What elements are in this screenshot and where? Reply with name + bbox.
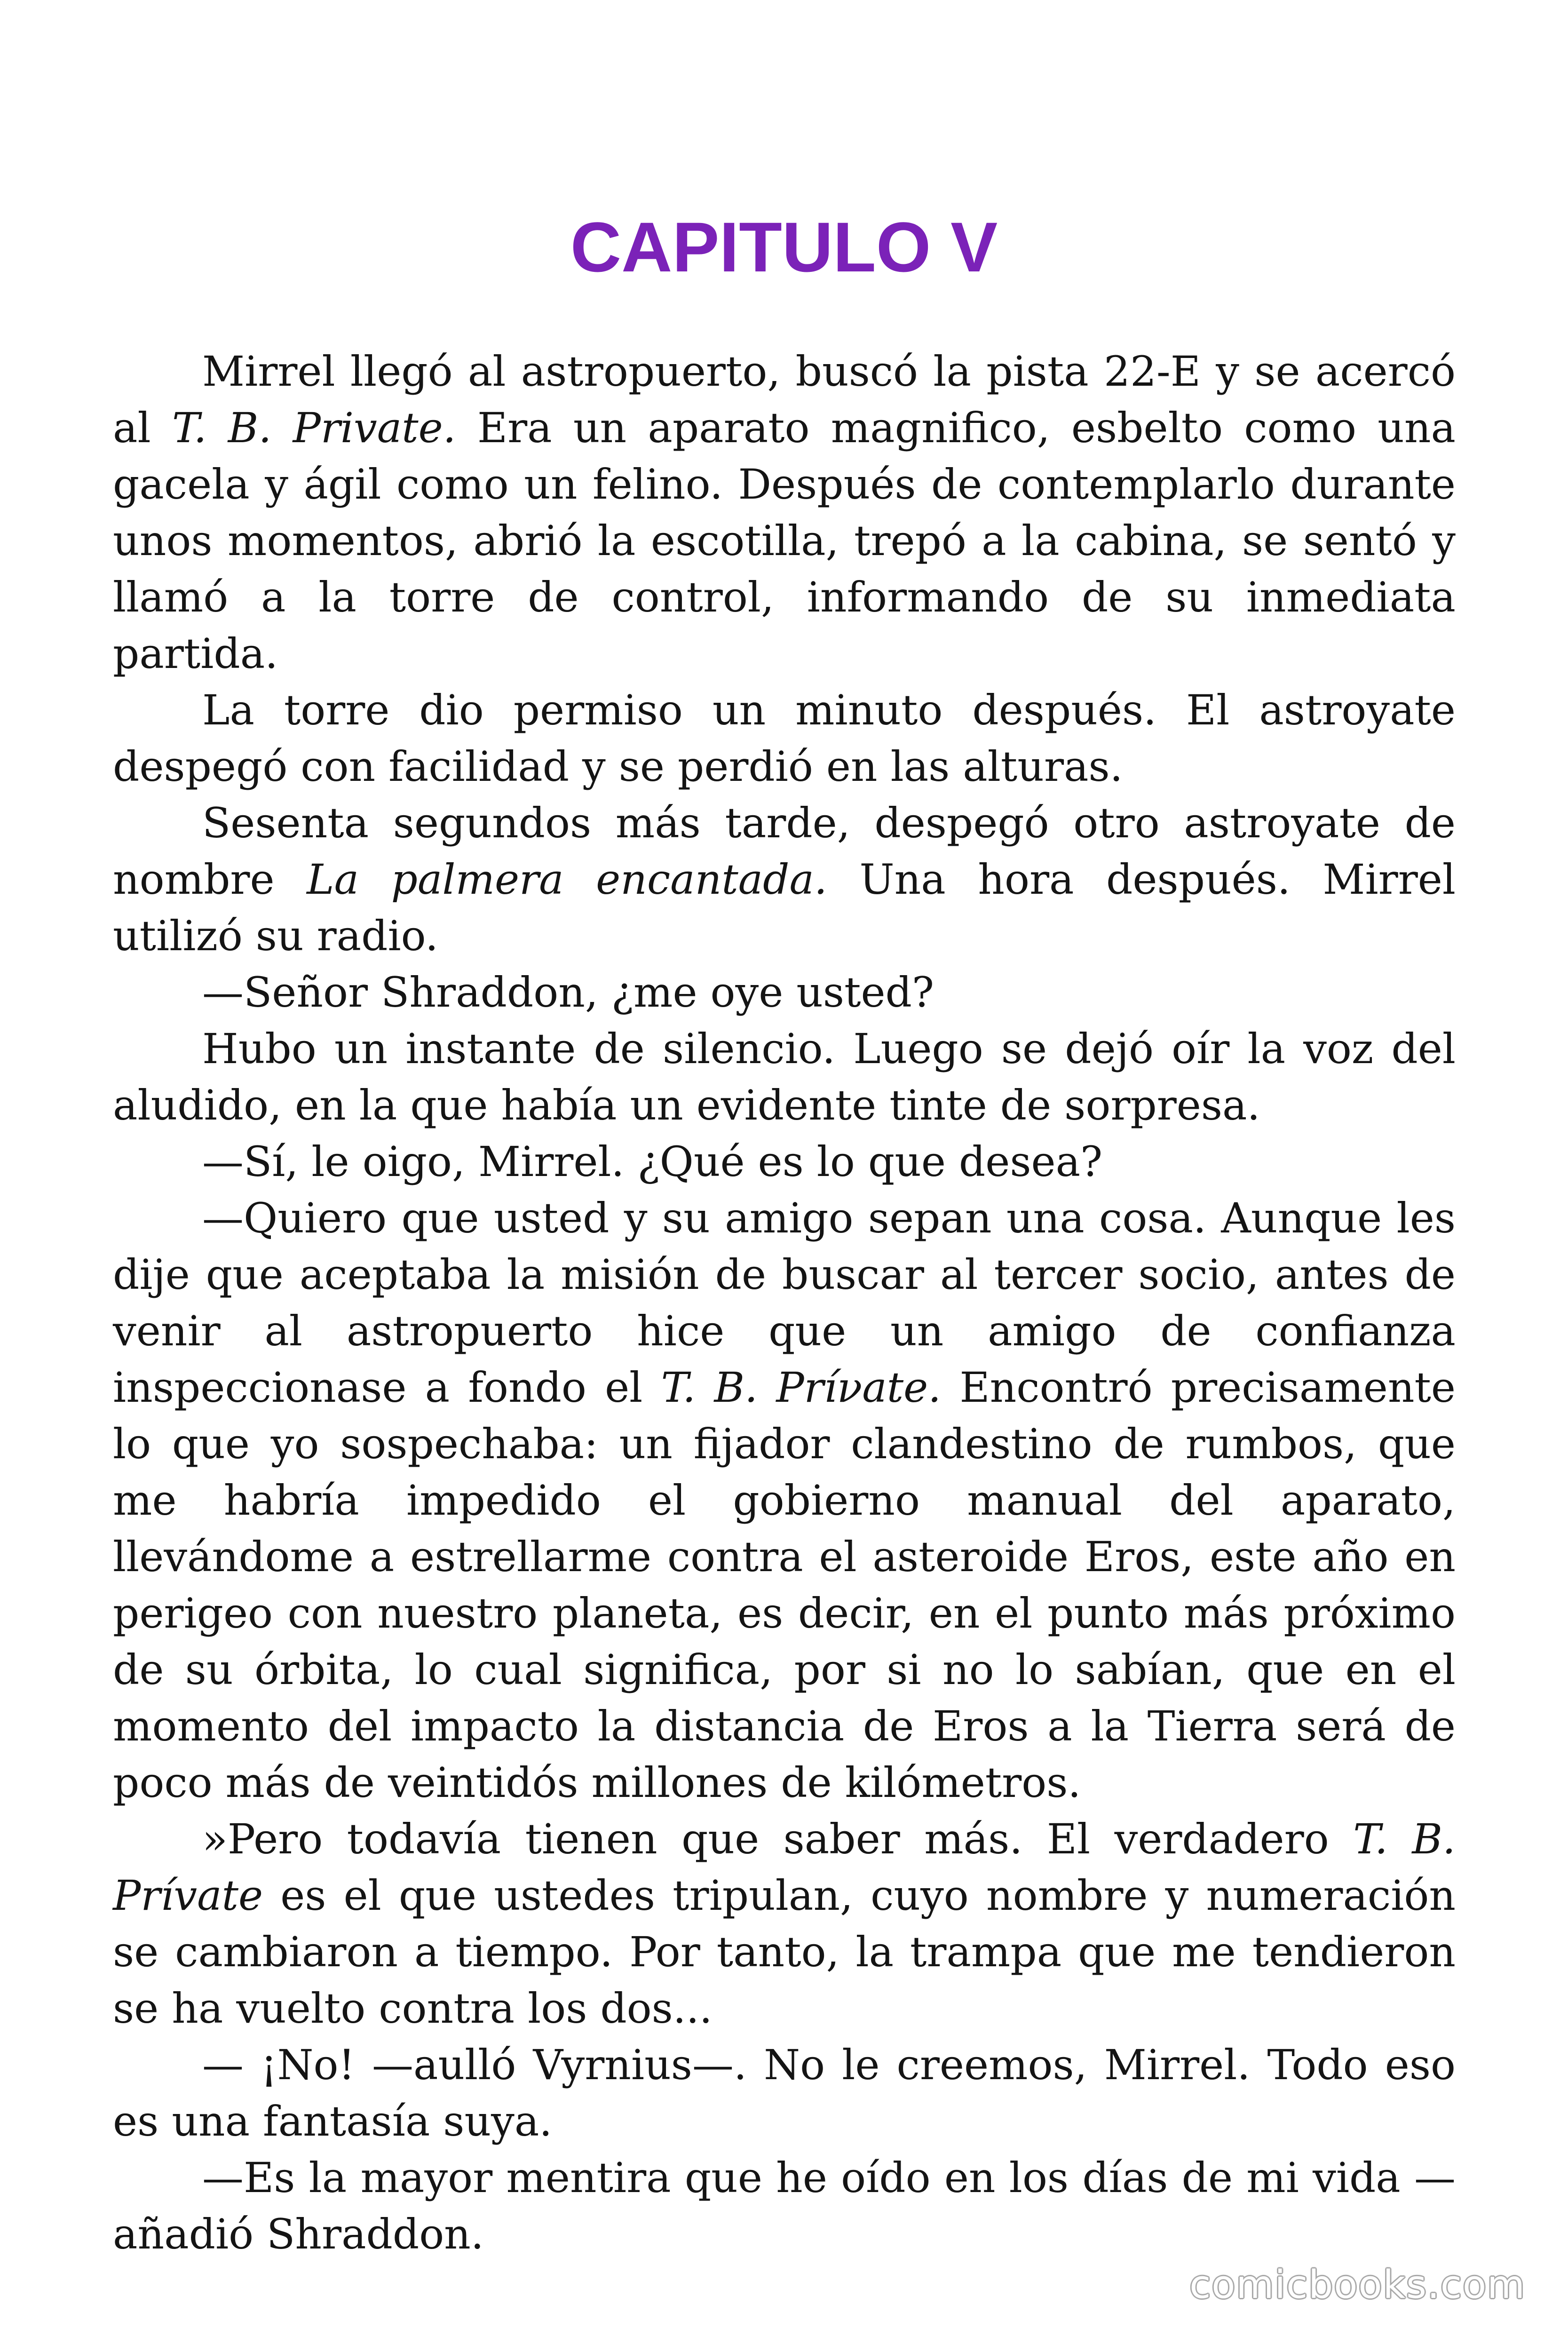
dialogue-line <box>113 2037 1456 2150</box>
text-run: Encontró precisamente lo que yo sospechaba: un fijador clandestino de rumbos, que me habría impedido el gobierno manual del aparato, llevándome a estrellarme contra el asteroide Eros, este año en perigeo con nuestro planeta, es decir, en el punto más próximo de su órbita, lo cual significa, por si no lo sabían, que en el momento del impacto la distancia de Eros a la Tierra será de poco más de veintidós millones de kilómetros. <box>113 1363 1456 1807</box>
text-run: —Señor Shraddon, ¿me oye usted? <box>202 968 934 1017</box>
paragraph <box>113 795 1456 964</box>
text-run: es el que ustedes tripulan, cuyo nombre y numeración se cambiaron a tiempo. Por tanto, la trampa que me tendieron se ha vuelto contra los dos... <box>113 1871 1456 2033</box>
italic-ship-name: T. B. Príνate. <box>661 1363 942 1412</box>
italic-ship-name: T. B. Prívate <box>113 1815 1456 1920</box>
text-run: —Sí, le oigo, Mirrel. ¿Qué es lo que desea? <box>202 1137 1103 1186</box>
dialogue-line <box>113 1811 1456 2037</box>
chapter-body <box>113 343 1456 2263</box>
text-run: Hubo un instante de silencio. Luego se dejó oír la voz del aludido, en la que había un evidente tinte de sorpresa. <box>113 1025 1456 1129</box>
text-run: Una hora después. Mirrel utilizó su radio. <box>113 855 1456 960</box>
paragraph <box>113 343 1456 682</box>
dialogue-line <box>113 1134 1456 1190</box>
text-run: — ¡No! —aulló Vyrnius—. No le creemos, Mirrel. Todo eso es una fantasía suya. <box>113 2041 1456 2145</box>
text-run: La torre dio permiso un minuto después. El astroyate despegó con facilidad y se perdió en las alturas. <box>113 686 1456 791</box>
text-run: —Quiero que usted y su amigo sepan una cosa. Aunque les dije que aceptaba la misión de buscar al tercer socio, antes de venir al astropuerto hice que un amigo de confianza inspeccionase a fondo el <box>113 1194 1456 1412</box>
site-watermark: comicbooks.com <box>1189 2263 1526 2307</box>
dialogue-line <box>113 964 1456 1021</box>
dialogue-line <box>113 1190 1456 1811</box>
paragraph <box>113 1021 1456 1134</box>
italic-ship-name: La palmera encantada. <box>307 855 827 904</box>
italic-ship-name: T. B. Private. <box>172 404 456 452</box>
paragraph <box>113 682 1456 795</box>
text-run: Mirrel llegó al astropuerto, buscó la pista 22-E y se acercó al <box>113 347 1456 452</box>
text-run: —Es la mayor mentira que he oído en los días de mi vida —añadió Shraddon. <box>113 2153 1456 2258</box>
text-run: Sesenta segundos más tarde, despegó otro astroyate de nombre <box>113 799 1456 904</box>
dialogue-line <box>113 2150 1456 2263</box>
text-run: Era un aparato magnifico, esbelto como una gacela y ágil como un felino. Después de contemplarlo durante unos momentos, abrió la escotilla, trepó a la cabina, se sentó y llamó a la torre de control, informando de su inmediata partida. <box>113 404 1456 678</box>
text-run: »Pero todavía tienen que saber más. El verdadero <box>202 1815 1354 1863</box>
chapter-title: CAPITULO V <box>570 207 998 286</box>
